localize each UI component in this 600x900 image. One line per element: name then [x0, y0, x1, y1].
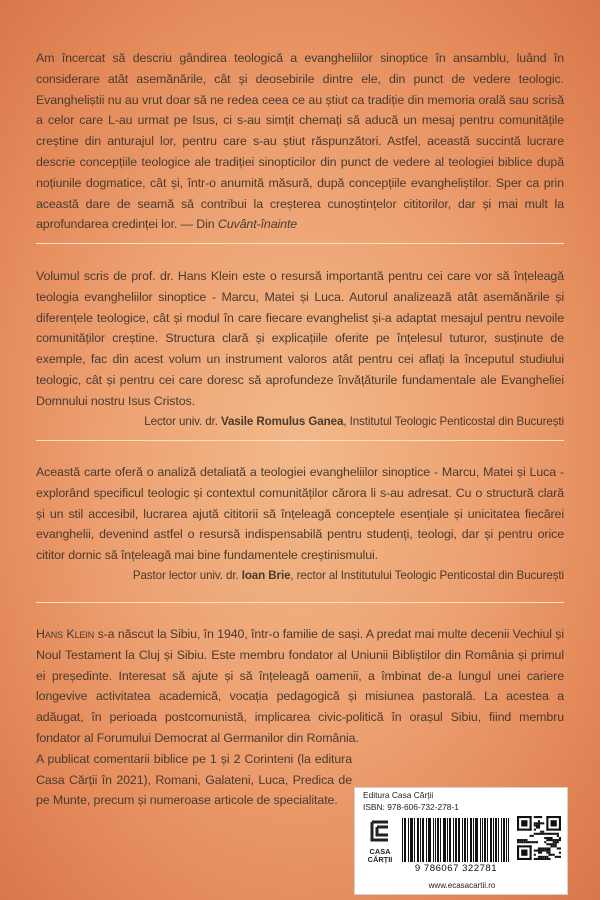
- divider: [36, 243, 564, 244]
- endorser-name: Ioan Brie: [241, 568, 291, 582]
- foreword-excerpt: [36, 48, 564, 235]
- qr-code: [517, 816, 561, 860]
- author-bio-publications: A publicat comentarii biblice pe 1 și 2 Corinteni (la editura Casa Cărții în 2021), Romani, Galateni, Luca, Predica de pe Munte, precum și numeroase articole de specialitate.: [36, 751, 352, 808]
- endorsement-attribution: Pastor lector univ. dr. Ioan Brie, rector al Institutului Teologic Penticostal din București: [132, 568, 564, 582]
- logo-icon: [363, 818, 397, 848]
- endorsement-brie: [36, 462, 564, 587]
- foreword-text: Am încercat să descriu gândirea teologică a evangheliilor sinoptice în ansamblu, luând în considerare atât asemănările, cât și deosebirile dintre ele, din punct de vedere teologic. Evangheliștii nu au vrut doar să ne redea ceea ce au știut ca tradiție din memoria orală sau scrisă a celor care L-au urmat pe Isus, ci s-au simțit chemați să aducă un mesaj pentru comunitățile creștine din anturajul lor, pentru care s-au știut răspunzători. Astfel, această succintă lucrare descrie concepțiile teologice ale tradiției sinopticilor din punct de vedere al teologiei biblice după noțiunile dogmatice, cât și, într-o anumită măsură, după concepțiile evangheliștilor. Sper ca prin această dare de seamă să contribui la creșterea cunoștințelor cititorilor, dar și mai mult la aprofundarea credinței lor.: [36, 51, 564, 232]
- publisher-name: Editura Casa Cărții: [363, 790, 434, 800]
- foreword-source-title: Cuvânt-înainte: [217, 217, 298, 232]
- endorsement-ganea: [36, 266, 564, 432]
- endorsement-text: Această carte oferă o analiză detaliată a teologiei evangheliilor sinoptice - Marcu, Matei și Luca - explorând specificul teologic și contextul comunităților cărora li s-au adresat. Cu o structură clară și un stil accesibil, lucrarea ajută cititorii să înțeleagă conceptele esențiale și unicitatea fiecărei evanghelii, devenind astfel o resursă indispensabilă pentru studenți, teologi, dar și pentru orice cititor dornic să înțeleagă mai bine fundamentele creștinismului.: [36, 465, 564, 563]
- publisher-logo: [363, 818, 397, 868]
- divider: [36, 440, 564, 441]
- endorser-name: Vasile Romulus Ganea: [220, 414, 344, 428]
- author-name: Hans Klein: [36, 627, 95, 641]
- barcode: [401, 818, 511, 862]
- barcode-digits: 9 786067 322781: [414, 863, 498, 874]
- endorsement-attribution: Lector univ. dr. Vasile Romulus Ganea, Institutul Teologic Penticostal din București: [144, 414, 564, 428]
- logo-text: CASA CĂRȚII: [367, 847, 393, 864]
- endorsement-text: Volumul scris de prof. dr. Hans Klein este o resursă importantă pentru cei care vor să înțeleagă teologia evangheliilor sinoptice - Marcu, Matei și Luca. Autorul analizează atât asemănările și diferențele teologice, cât și modul în care fiecare evanghelist și-a adaptat mesajul pentru nevoile comunităților creștine. Structura clară și explicațiile oferite pe înțelesul tuturor, susținute de exemple, fac din acest volum un instrument valoros atât pentru cei aflați la începutul studiului teologic, cât și pentru cei care doresc să aprofundeze învățăturile fundamentale ale Evangheliei Domnului nostru Isus Cristos.: [36, 269, 564, 408]
- foreword-source: — Din Cuvânt-înainte: [180, 217, 298, 232]
- author-bio-wide: Hans Klein s-a născut la Sibiu, în 1940, într-o familie de sași. A predat mai multe decenii Vechiul și Noul Testament la Cluj și Sibiu. Este membru fondator al Uniunii Bibliștilor din România și primul ei președinte. Interesat să ajute și să înțeleagă oamenii, a îmbinat de-a lungul unei cariere longevive activitatea academică, vocația pedagogică și misiunea pastorală. La acestea a adăugat, în perioada postcomunistă, implicarea civic-politică în orașul Sibiu, fiind membru fondator al Forumului Democrat al Germanilor din România.: [36, 627, 565, 745]
- isbn-box: [354, 787, 568, 895]
- isbn-number: ISBN: 978-606-732-278-1: [363, 802, 459, 812]
- divider: [36, 602, 564, 603]
- publisher-website: www.ecasacartii.ro: [428, 881, 496, 890]
